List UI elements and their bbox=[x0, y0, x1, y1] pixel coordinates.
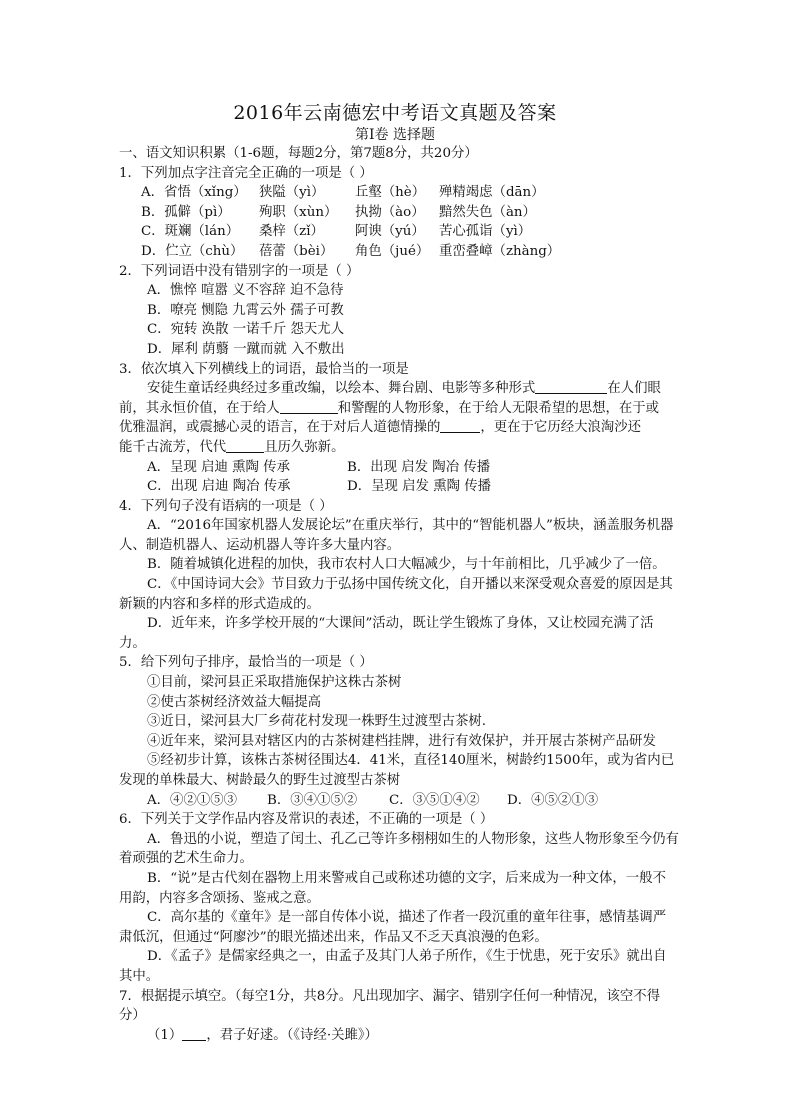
option-item: A．呈现 启迪 熏陶 传承 bbox=[147, 459, 290, 475]
question-3-passage-line bbox=[119, 399, 679, 419]
passage-text: ，更在于它历经大浪淘沙还 bbox=[480, 420, 642, 436]
option-item: A．④②①⑤③ bbox=[147, 792, 238, 808]
document-title: 2016年云南德宏中考语文真题及答案 bbox=[233, 102, 557, 124]
question-1-option-a bbox=[119, 183, 679, 203]
exam-content bbox=[119, 144, 679, 1045]
option-item: C．斑斓（lán） bbox=[141, 224, 240, 240]
option-item: 丘壑（hè） bbox=[355, 185, 426, 201]
question-2-option-d: D．犀利 荫蘙 一蹴而就 入不敷出 bbox=[147, 341, 345, 357]
question-6-option-d: D．《孟子》是儒家经典之一，由孟子及其门人弟子所作，《生于忧患，死于安乐》就出自其中。 bbox=[119, 949, 667, 984]
question-1-stem: 1．下列加点字注音完全正确的一项是（ ） bbox=[119, 165, 373, 181]
option-item: 阿谀（yú） bbox=[355, 224, 425, 240]
option-item: D．呈现 启发 熏陶 传播 bbox=[347, 479, 492, 495]
question-4-option-a: A．“2016年国家机器人发展论坛”在重庆举行，其中的“智能机器人”板块，涵盖服务机器人、制造机器人、运动机器人等许多大量内容。 bbox=[119, 518, 674, 553]
question-7-item-1 bbox=[119, 1026, 679, 1046]
item-number: （1） bbox=[147, 1027, 183, 1043]
question-3-passage-line bbox=[119, 379, 679, 399]
fill-blank bbox=[440, 419, 480, 433]
option-item: B．孤僻（pì） bbox=[141, 204, 231, 220]
fill-blank bbox=[535, 380, 607, 394]
question-3-options-row bbox=[119, 458, 679, 478]
question-1-option-b bbox=[119, 203, 679, 223]
question-3-passage-line bbox=[119, 418, 679, 438]
option-item: A．省悟（xǐng） bbox=[141, 185, 247, 201]
question-1-option-c bbox=[119, 222, 679, 242]
option-item: 苦心孤诣（yì） bbox=[439, 224, 532, 240]
question-5-sentence: ④近年来，梁河县对辖区内的古茶树建档挂牌，进行有效保护，并开展古茶树产品研发 bbox=[147, 733, 656, 749]
question-5-options-row bbox=[119, 791, 679, 811]
option-item: 黯然失色（àn） bbox=[439, 204, 536, 220]
passage-text: 前，其永恒价值，在于给人 bbox=[119, 400, 280, 416]
option-item: 角色（jué） bbox=[355, 243, 430, 259]
question-3-passage-line bbox=[119, 438, 679, 458]
question-5-stem: 5．给下列句子排序，最恰当的一项是（ ） bbox=[119, 655, 373, 671]
question-1-option-d bbox=[119, 242, 679, 262]
question-2-option-c: C．宛转 涣散 一诺千斤 怨天尤人 bbox=[147, 322, 345, 338]
option-item: D．④⑤②①③ bbox=[507, 792, 599, 808]
section-title: 第Ⅰ卷 选择题 bbox=[355, 127, 435, 143]
fill-blank bbox=[280, 400, 338, 414]
option-item: 殉职（xùn） bbox=[259, 204, 338, 220]
passage-text: 能千古流芳，代代 bbox=[119, 439, 227, 455]
question-5-sentence: ①目前，梁河县正采取措施保护这株古茶树 bbox=[147, 675, 402, 691]
section-heading: 一、语文知识积累（1-6题，每题2分，第7题8分，共20分） bbox=[119, 146, 478, 161]
option-item: D．伫立（chù） bbox=[141, 243, 244, 259]
question-3-stem: 3．依次填入下列横线上的词语，最恰当的一项是 bbox=[119, 361, 409, 377]
option-item: B．出现 启发 陶冶 传播 bbox=[347, 459, 491, 475]
question-4-option-b: B．随着城镇化进程的加快，我市农村人口大幅减少，与十年前相比，几乎减少了一倍。 bbox=[147, 557, 666, 573]
fill-blank bbox=[182, 1027, 206, 1041]
option-item: C．③⑤①④② bbox=[389, 792, 480, 808]
question-7-stem: 7．根据提示填空。（每空1分，共8分。凡出现加字、漏字、错别字任何一种情况，该空不得分） bbox=[119, 988, 661, 1024]
question-4-option-c: C．《中国诗词大会》节目致力于弘扬中国传统文化，自开播以来深受观众喜爱的原因是其新颖的内容和多样的形式造成的。 bbox=[119, 577, 673, 612]
passage-text: 在人们眼 bbox=[607, 381, 661, 397]
question-6-option-c: C．高尔基的《童年》是一部自传体小说，描述了作者一段沉重的童年往事，感情基调严肃低沉，但通过“阿廖沙”的眼光描述出来，作品又不乏天真浪漫的色彩。 bbox=[119, 910, 667, 945]
option-item: 执拗（ào） bbox=[355, 204, 425, 220]
question-5-sentence: ③近日，梁河县大厂乡荷花村发现一株野生过渡型古茶树. bbox=[147, 714, 487, 730]
option-item: 蓓蕾（bèi） bbox=[259, 243, 334, 259]
question-2-option-b: B．嘹亮 恻隐 九霄云外 孺子可教 bbox=[147, 302, 344, 318]
question-2-option-a: A．憔悴 喧嚣 义不容辞 迫不急待 bbox=[147, 283, 344, 299]
question-3-options-row bbox=[119, 477, 679, 497]
fill-blank bbox=[226, 439, 264, 453]
question-2-stem: 2．下列词语中没有错别字的一项是（ ） bbox=[119, 263, 360, 279]
option-item: 重峦叠嶂（zhàng） bbox=[439, 243, 561, 259]
question-6-stem: 6．下列关于文学作品内容及常识的表述，不正确的一项是（ ） bbox=[119, 812, 494, 828]
question-5-sentence: ⑤经初步计算，该株古茶树径围达4．41米，直径140厘米，树龄约1500年，或为省内已发现的单株最大、树龄最久的野生过渡型古茶树 bbox=[119, 753, 675, 788]
passage-text: 和警醒的人物形象，在于给人无限希望的思想，在于或 bbox=[337, 400, 660, 416]
option-item: B．③④①⑤② bbox=[267, 792, 358, 808]
option-item: 殚精竭虑（dān） bbox=[439, 185, 545, 201]
option-item: C．出现 启迪 陶冶 传承 bbox=[147, 479, 291, 495]
question-6-option-b: B．“说”是古代刻在器物上用来警戒自己或称述功德的文字，后来成为一种文体，一般不用韵，内容多含颂扬、鉴戒之意。 bbox=[119, 870, 666, 906]
option-item: 桑梓（zǐ） bbox=[259, 224, 324, 240]
question-4-stem: 4．下列句子没有语病的一项是（ ） bbox=[119, 498, 333, 514]
option-item: 狭隘（yì） bbox=[259, 185, 325, 201]
passage-text: 安徒生童话经典经过多重改编，以绘本、舞台剧、电影等多种形式 bbox=[147, 381, 536, 397]
question-4-option-d: D．近年来，许多学校开展的“大课间”活动，既让学生锻炼了身体，又让校园充满了活力。 bbox=[119, 616, 654, 651]
passage-text: 且历久弥新。 bbox=[264, 439, 345, 455]
question-6-option-a: A．鲁迅的小说，塑造了闰土、孔乙己等许多栩栩如生的人物形象，这些人物形象至今仍有着顽强的艺术生命力。 bbox=[119, 831, 679, 867]
passage-text: 优雅温润，或震撼心灵的语言，在于对后人道德情操的 bbox=[119, 420, 441, 436]
question-5-sentence: ②使古茶树经济效益大幅提高 bbox=[147, 694, 322, 710]
item-text: ，君子好逑。（《诗经·关雎》） bbox=[206, 1027, 378, 1043]
